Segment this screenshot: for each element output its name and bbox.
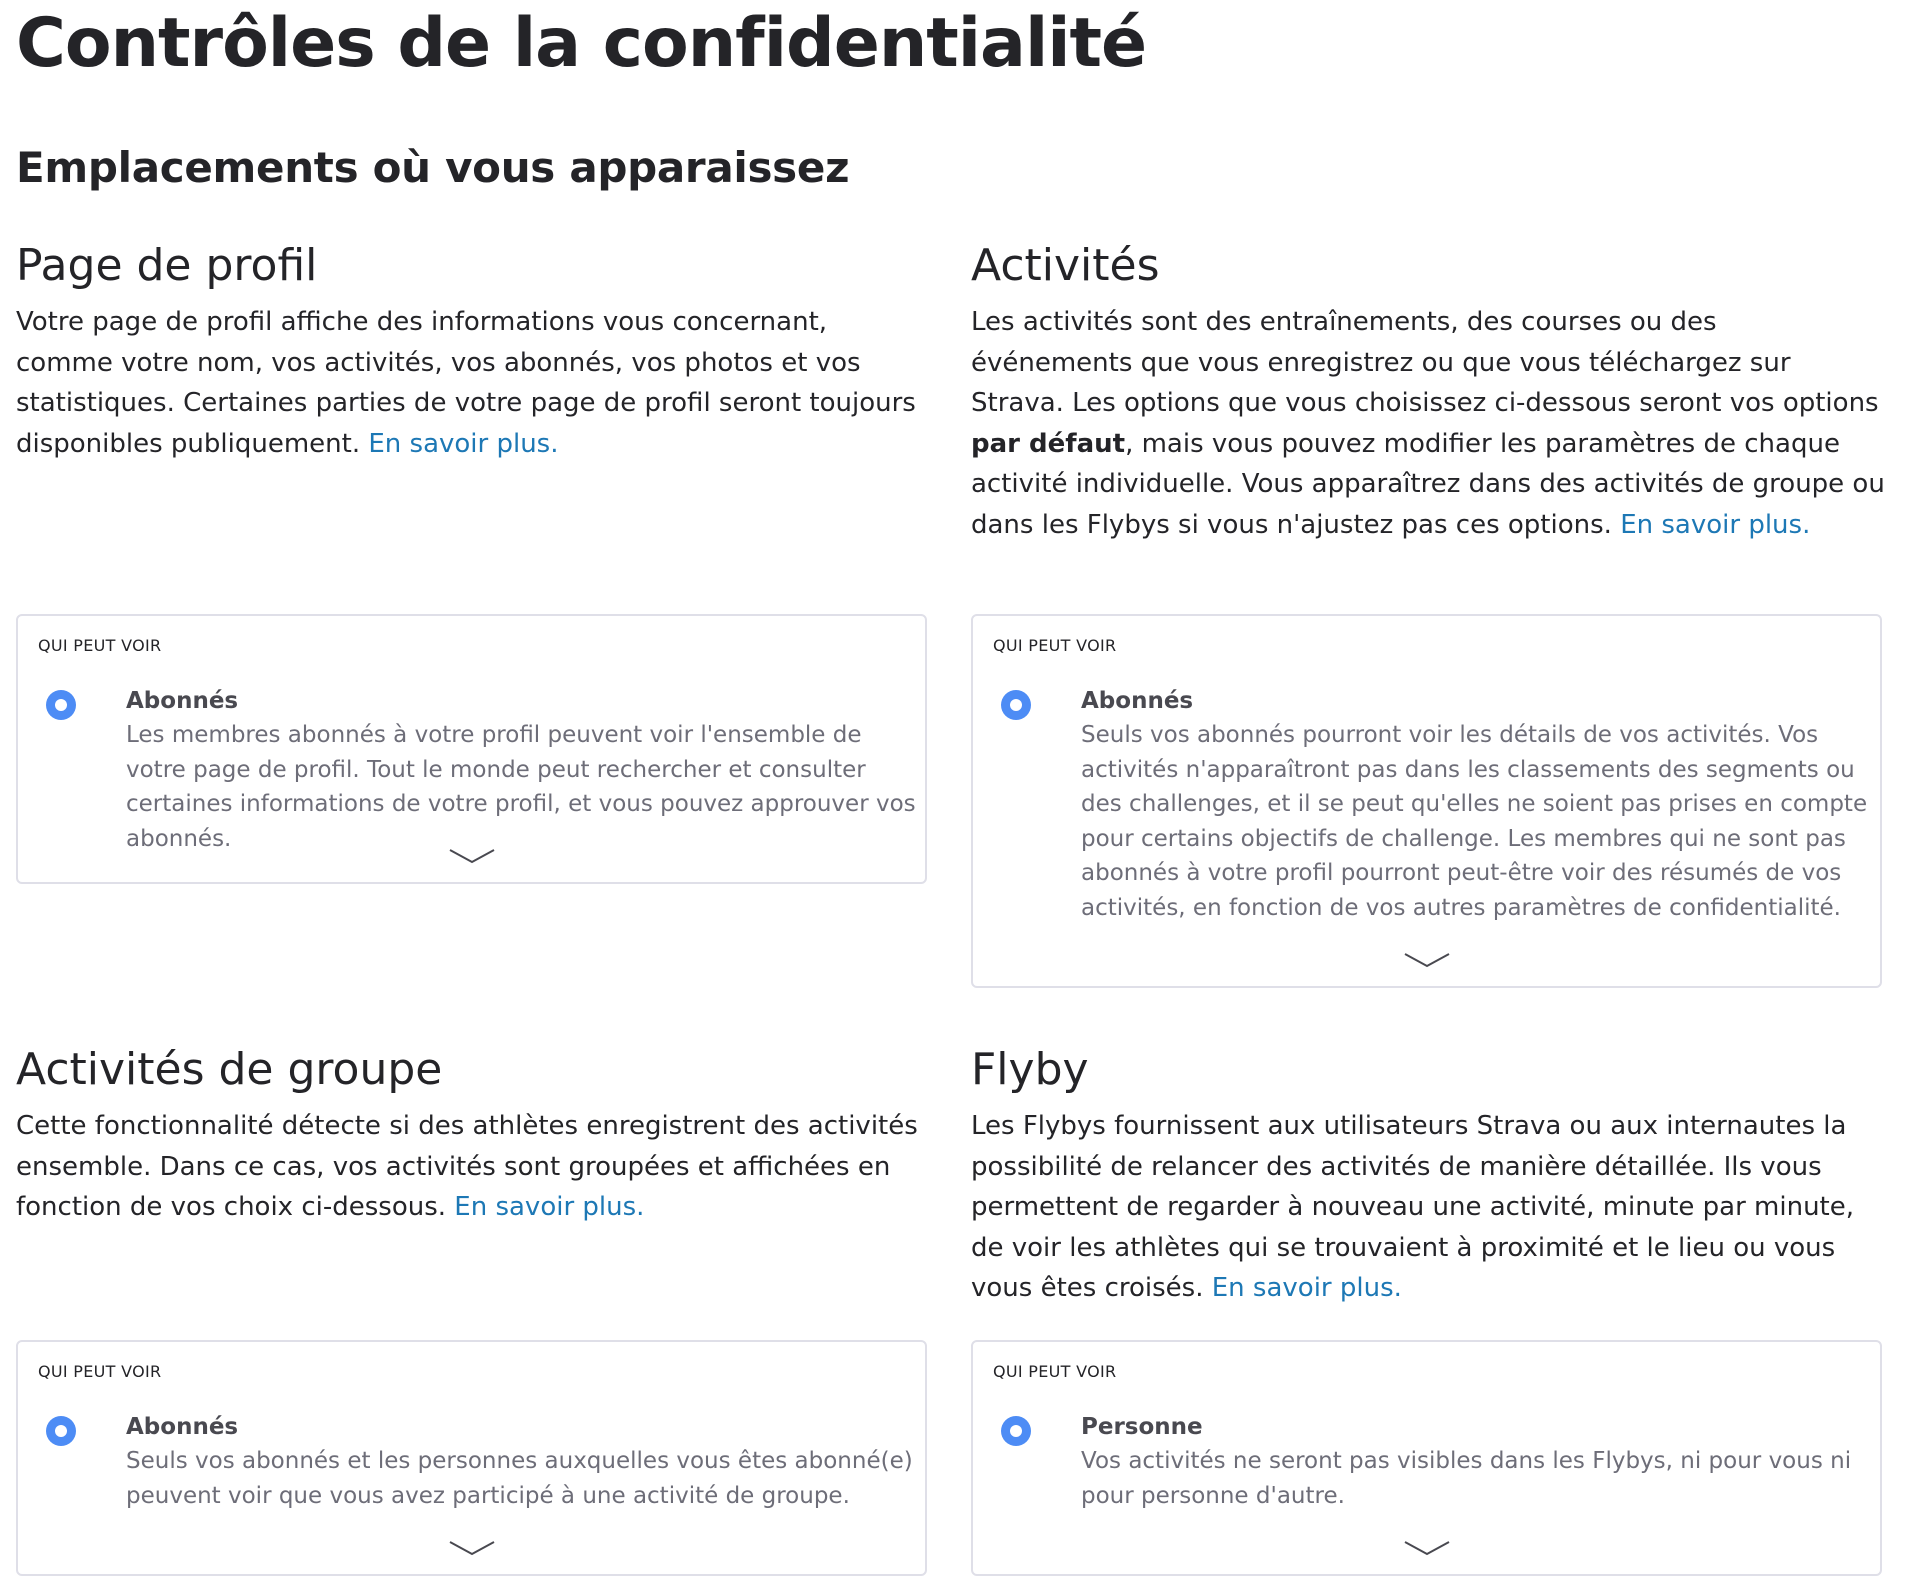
activities-description-text-1: Les activités sont des entraînements, des courses ou des événements que vous enregistrez ou que vous téléchargez sur Strava. Les options que vous choisissez ci-dessous seront vos options xyxy=(971,307,1879,418)
group-activities-visibility-card xyxy=(16,1340,927,1576)
activities-card-label: QUI PEUT VOIR xyxy=(993,636,1117,655)
profile-learn-more-link[interactable]: En savoir plus. xyxy=(368,428,559,459)
flyby-learn-more-link[interactable]: En savoir plus. xyxy=(1211,1273,1402,1303)
flyby-option-description: Vos activités ne seront pas visibles dans les Flybys, ni pour vous ni pour personne d'autre. xyxy=(1081,1448,1852,1509)
radio-selected-icon[interactable] xyxy=(1001,1416,1031,1446)
group-activities-option-description: Seuls vos abonnés et les personnes auxquelles vous êtes abonné(e) peuvent voir que vous avez participé à une activité de groupe. xyxy=(126,1448,913,1509)
radio-selected-icon[interactable] xyxy=(46,1416,76,1446)
privacy-page xyxy=(16,0,1886,1578)
section-title: Emplacements où vous apparaissez xyxy=(16,143,850,192)
activities-heading: Activités xyxy=(971,240,1160,291)
profile-option-description: Les membres abonnés à votre profil peuvent voir l'ensemble de votre page de profil. Tout le monde peut rechercher et consulter certaines informations de votre profil, et vous pouvez approuver vos abonnés. xyxy=(126,722,916,852)
flyby-visibility-card xyxy=(971,1340,1882,1576)
activities-description xyxy=(971,302,1886,545)
flyby-card-label: QUI PEUT VOIR xyxy=(993,1362,1117,1381)
radio-selected-icon[interactable] xyxy=(46,690,76,720)
group-activities-description xyxy=(16,1106,931,1228)
profile-visibility-card xyxy=(16,614,927,884)
group-activities-option-title: Abonnés xyxy=(126,1414,239,1440)
activities-option-title: Abonnés xyxy=(1081,688,1194,714)
profile-description xyxy=(16,302,931,464)
flyby-description xyxy=(971,1106,1886,1309)
activities-learn-more-link[interactable]: En savoir plus. xyxy=(1620,509,1811,540)
chevron-down-icon[interactable] xyxy=(449,1540,495,1556)
profile-description-text: Votre page de profil affiche des informations vous concernant, comme votre nom, vos activités, vos abonnés, vos photos et vos statistiques. Certaines parties de votre page de profil seront toujours disponibles publiquement. xyxy=(16,307,916,459)
profile-heading: Page de profil xyxy=(16,240,318,291)
chevron-down-icon[interactable] xyxy=(449,848,495,864)
page-title: Contrôles de la confidentialité xyxy=(16,4,1147,83)
chevron-down-icon[interactable] xyxy=(1404,1540,1450,1556)
profile-option-title: Abonnés xyxy=(126,688,239,714)
activities-description-bold: par défaut xyxy=(971,428,1126,459)
flyby-option-title: Personne xyxy=(1081,1414,1203,1440)
activities-description-text-2: , mais vous pouvez modifier les paramètres de chaque activité individuelle. Vous apparaîtrez dans des activités de groupe ou dans les Flybys si vous n'ajustez pas ces options. xyxy=(971,428,1885,540)
chevron-down-icon[interactable] xyxy=(1404,952,1450,968)
flyby-heading: Flyby xyxy=(971,1044,1089,1095)
flyby-description-text: Les Flybys fournissent aux utilisateurs Strava ou aux internautes la possibilité de relancer des activités de manière détaillée. Ils vous permettent de regarder à nouveau une activité, minute par minute, de voir les athlètes qui se trouvaient à proximité et le lieu ou vous vous êtes croisés. xyxy=(971,1111,1855,1303)
group-activities-description-text: Cette fonctionnalité détecte si des athlètes enregistrent des activités ensemble. Dans ce cas, vos activités sont groupées et affichées en fonction de vos choix ci-dessous. xyxy=(16,1111,918,1222)
group-activities-heading: Activités de groupe xyxy=(16,1044,443,1095)
activities-visibility-card xyxy=(971,614,1882,988)
group-activities-learn-more-link[interactable]: En savoir plus. xyxy=(454,1192,645,1222)
group-activities-card-label: QUI PEUT VOIR xyxy=(38,1362,162,1381)
profile-card-label: QUI PEUT VOIR xyxy=(38,636,162,655)
activities-option-description: Seuls vos abonnés pourront voir les détails de vos activités. Vos activités n'apparaîtront pas dans les classements des segments ou des challenges, et il se peut qu'elles ne soient pas prises en compte pour certains objectifs de challenge. Les membres qui ne sont pas abonnés à votre profil pourront peut-être voir des résumés de vos activités, en fonction de vos autres paramètres de confidentialité. xyxy=(1081,722,1868,921)
radio-selected-icon[interactable] xyxy=(1001,690,1031,720)
